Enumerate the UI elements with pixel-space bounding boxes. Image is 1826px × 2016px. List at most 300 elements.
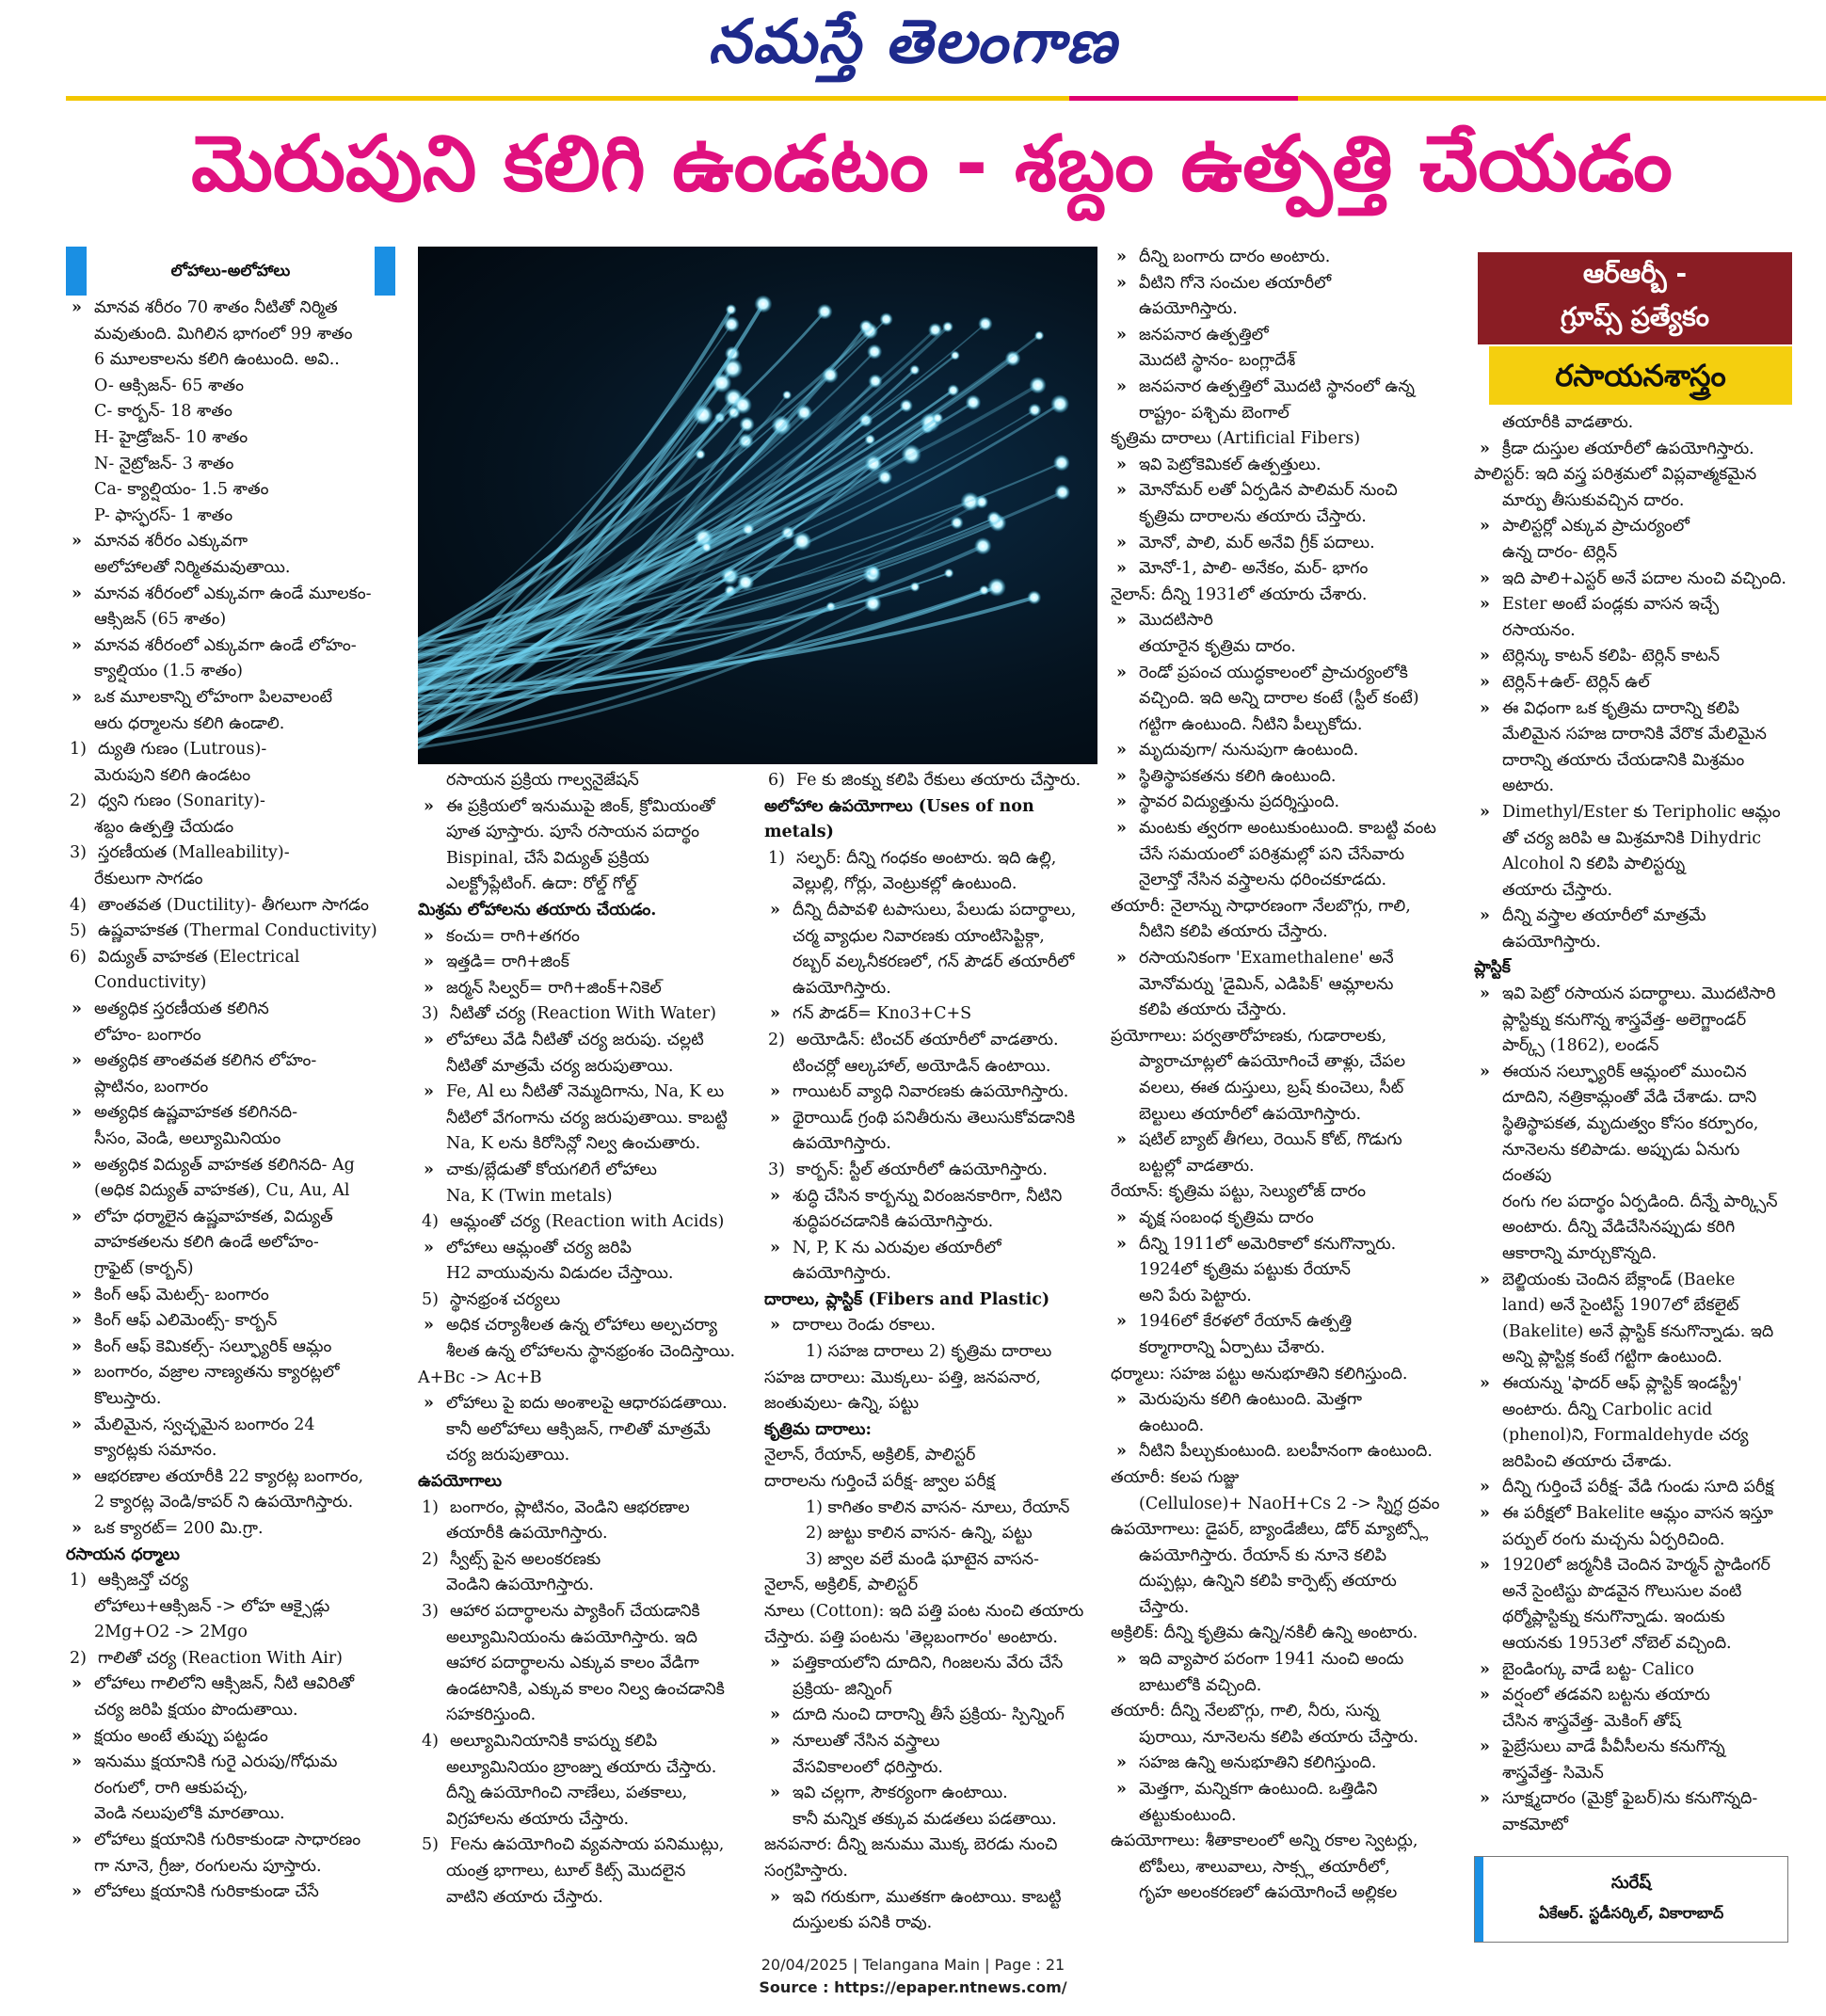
bullet-point: » అత్యధిక స్తరణీయత కలిగిన bbox=[66, 997, 395, 1023]
text-line: రేకులుగా సాగడం bbox=[94, 870, 203, 889]
point-text: స్థానభ్రంశ చర్యలు bbox=[450, 1289, 561, 1309]
text-line: శుద్ధిపరచడానికి ఉపయోగిస్తారు. bbox=[793, 1212, 994, 1232]
bullet-point: » జనపనార ఉత్పత్తిలో bbox=[1111, 323, 1459, 349]
bullet-point: » ఒక క్యారట్= 200 మి.గ్రా. bbox=[66, 1516, 395, 1543]
fiber-tip-glow bbox=[900, 399, 913, 412]
text-line: Conductivity) bbox=[94, 973, 207, 993]
point-text: స్తరణీయత (Malleability)- bbox=[98, 843, 290, 863]
fiber-tip-glow bbox=[1054, 485, 1070, 501]
fiber-strand bbox=[418, 310, 731, 708]
bullet-point: » నీటిని పీల్చుకుంటుంది. బలహీనంగా ఉంటుంది. bbox=[1111, 1439, 1459, 1465]
column-5 bbox=[1474, 410, 1794, 1839]
point-number: 4) bbox=[422, 1731, 439, 1751]
text-line: కృత్రిమ దారాలు (Artificial Fibers) bbox=[1111, 429, 1361, 449]
text-line: అనే సైంటిస్టు పొడవైన గొలుసుల వంటి bbox=[1502, 1581, 1742, 1601]
bullet-point: » మేలిమైన, స్వచ్ఛమైన బంగారం 24 bbox=[66, 1413, 395, 1439]
fiber-tip-glow bbox=[1027, 590, 1041, 604]
text-line: చర్య జరిపి క్షయం పొందుతాయి. bbox=[94, 1701, 298, 1720]
heading-decor-right bbox=[375, 247, 395, 296]
text-line: మోనోమర్ను 'డైమిన్, ఎడిపిక్' ఆమ్లాలను bbox=[1139, 974, 1394, 994]
text-line: Na, K (Twin metals) bbox=[446, 1186, 613, 1206]
text-line: నీటిలో వేగంగాను చర్య జరుపుతాయి. కాబట్టి bbox=[446, 1108, 728, 1128]
point-text: కార్బన్: స్టీల్ తయారీలో ఉపయోగిస్తారు. bbox=[796, 1160, 1048, 1179]
text-line: పాలిస్టర్: ఇది వస్త్ర పరిశ్రమలో విప్లవాత్మకమైన bbox=[1474, 465, 1757, 485]
bullet-point: » అత్యధిక తాంతవత కలిగిన లోహం- bbox=[66, 1048, 395, 1075]
bullet-point: » లోహాలు క్షయానికి గురికాకుండా చేసే bbox=[66, 1880, 395, 1906]
text-line: ఆహార పదార్థాలను ఎక్కువ కాలం వేడిగా bbox=[446, 1654, 699, 1673]
fiber-tip-glow bbox=[986, 511, 1001, 525]
bullet-point: » ఇనుము క్షయానికి గురై ఎరుపు/గోధుమ bbox=[66, 1750, 395, 1776]
point-text: బంగారం, ప్లాటినం, వెండిని ఆభరణాల bbox=[450, 1497, 690, 1517]
bullet-point: » ఫైబ్రేసులు వాడే పీవీసీలను కనుగొన్న bbox=[1474, 1735, 1794, 1761]
text-line: టించర్లో ఆల్కహాల్, అయోడిన్ ఉంటాయి. bbox=[793, 1056, 1051, 1076]
bullet-point: » మానవ శరీరం ఎక్కువగా bbox=[66, 529, 395, 555]
column-1-text bbox=[66, 296, 395, 1906]
point-text: ఆక్సిజన్తో చర్య bbox=[98, 1571, 188, 1591]
fiber-tip-glow bbox=[1029, 376, 1046, 393]
text-line: నూలు (Cotton): ఇది పత్తి పంట నుంచి తయారు bbox=[764, 1602, 1084, 1621]
text-line: అంటారు. దీన్ని వేడిచేసినప్పుడు కరిగి bbox=[1502, 1218, 1736, 1238]
text-line: నైలాన్, రేయాన్, అక్రిలిక్, పాలిస్టర్ bbox=[764, 1446, 976, 1465]
text-line: తయారీ: నైలాన్ను సాధారణంగా నేలబొగ్గు, గాలి, bbox=[1111, 896, 1411, 916]
text-line: గా నూనె, గ్రీజు, రంగులను పూస్తారు. bbox=[94, 1856, 322, 1876]
text-line: 2Mg+O2 -> 2Mgo bbox=[94, 1623, 248, 1642]
fiber-tip-glow bbox=[1028, 404, 1041, 417]
text-line: (అధిక విద్యుత్ వాహకత), Cu, Au, Al bbox=[94, 1181, 350, 1201]
bullet-point: » ఆభరణాల తయారీకి 22 క్యారట్ల బంగారం, bbox=[66, 1464, 395, 1491]
text-line: చేసిన శాస్త్రవేత్త- మెకింగ్ తోష్ bbox=[1502, 1711, 1681, 1731]
bullet-point: » మానవ శరీరం 70 శాతం నీటితో నిర్మిత bbox=[66, 296, 395, 322]
text-line: దూదిని, నత్రికామ్లంతో వేడి చేశాడు. దాని bbox=[1502, 1088, 1757, 1108]
fiber-tip-glow bbox=[796, 405, 812, 421]
text-line: ధర్మాలు: సహజ పట్టు అనుభూతిని కలిగిస్తుంది. bbox=[1111, 1364, 1408, 1384]
bullet-point: » లోహ ధర్మాలైన ఉష్ణవాహకత, విద్యుత్ bbox=[66, 1205, 395, 1231]
text-line: 6 మూలకాలను కలిగి ఉంటుంది. అవి.. bbox=[94, 350, 340, 370]
bullet-point: » పత్తికాయలోని దూదిని, గింజలను వేరు చేసే bbox=[764, 1651, 1097, 1677]
bullet-point: » షటిల్ బ్యాట్ తీగలు, రెయిన్ కోట్, గొడుగు bbox=[1111, 1128, 1459, 1154]
bullet-point: » వర్షంలో తడవని బట్టను తయారు bbox=[1474, 1683, 1794, 1709]
text-line: తయారీకి వాడతారు. bbox=[1502, 413, 1634, 432]
text-line: ఉన్న దారం- టెర్లిన్ bbox=[1502, 542, 1618, 562]
fiber-tip-glow bbox=[864, 434, 875, 445]
numbered-point bbox=[66, 840, 395, 867]
point-number: 4) bbox=[422, 1212, 439, 1232]
fiber-tip-glow bbox=[822, 367, 839, 384]
text-line: దారాన్ని తయారు చేయడానికి మిశ్రమం bbox=[1502, 750, 1745, 770]
fiber-tip-glow bbox=[739, 417, 754, 432]
fiber-tip-glow bbox=[1050, 394, 1069, 413]
bullet-point: » ఇది పాలి+ఎస్టర్ అనే పదాల నుంచి వచ్చింది. bbox=[1474, 567, 1794, 593]
column-3-text bbox=[764, 768, 1097, 1937]
text-line: 1924లో కృత్రిమ పట్టుకు రేయాన్ bbox=[1139, 1260, 1351, 1280]
text-line: తయారీ: దీన్ని నేలబొగ్గు, గాలి, నీరు, సున్న bbox=[1111, 1702, 1380, 1721]
text-line: అంటారు. దీన్ని Carbolic acid bbox=[1502, 1400, 1713, 1419]
point-text: అల్యూమినియానికి కాపర్ను కలిపి bbox=[450, 1731, 658, 1751]
text-line: సహకరిస్తుంది. bbox=[446, 1705, 537, 1725]
bullet-point: » అధిక చర్యాశీలత ఉన్న లోహాలు అల్పచర్యా bbox=[418, 1313, 755, 1339]
numbered-point bbox=[66, 1646, 395, 1672]
point-number: 3) bbox=[422, 1004, 439, 1024]
point-text: విద్యుత్ వాహకత (Electrical bbox=[98, 947, 300, 967]
text-line: జరిపించి తయారు చేశాడు. bbox=[1502, 1451, 1673, 1471]
exam-label-box bbox=[1478, 252, 1792, 344]
text-line: తయారైన కృత్రిమ దారం. bbox=[1139, 636, 1296, 656]
bullet-point: » దీన్ని దీపావళి టపాసులు, పేలుడు పదార్థాలు, bbox=[764, 898, 1097, 924]
author-box bbox=[1474, 1856, 1788, 1943]
numbered-point bbox=[418, 1599, 755, 1625]
text-line: 2 క్యారట్ల వెండి/కాపర్ ని ఉపయోగిస్తారు. bbox=[94, 1493, 354, 1512]
bullet-point: » ఈ పరీక్షలో Bakelite ఆమ్లం వాసన ఇస్తూ bbox=[1474, 1501, 1794, 1528]
bullet-point: » సూక్ష్మదారం (మైక్రో ఫైబర్)ను కనుగొన్నది- bbox=[1474, 1786, 1794, 1813]
fiber-tip-glow bbox=[910, 582, 921, 592]
text-line: శాస్త్రవేత్త- సిమెన్ bbox=[1502, 1763, 1604, 1783]
bullet-point: » మానవ శరీరంలో ఎక్కువగా ఉండే లోహం- bbox=[66, 633, 395, 660]
point-number: 1) bbox=[70, 1571, 87, 1591]
bullet-point: » మోనో-1, పాలి- అనేకం, మర్- భాగం bbox=[1111, 556, 1459, 583]
text-line: చేసే సమయంలో పరిశ్రమల్లో పని చేసేవారు bbox=[1139, 844, 1405, 864]
point-text: గాలితో చర్య (Reaction With Air) bbox=[98, 1648, 344, 1668]
text-line: అల్యూమినియంను ఉపయోగిస్తారు. ఇది bbox=[446, 1627, 697, 1647]
subheading: ఉపయోగాలు bbox=[418, 1472, 503, 1492]
fiber-tip-glow bbox=[712, 373, 731, 392]
numbered-point bbox=[66, 893, 395, 920]
text-line: ఉండటానికి, ఎక్కువ కాలం నిల్వ ఉంచడానికి bbox=[446, 1679, 725, 1699]
text-line: (Cellulose)+ NaoH+Cs 2 -> స్నిగ్ధ ద్రవం bbox=[1139, 1494, 1440, 1513]
bullet-point: » సహజ ఉన్ని అనుభూతిని కలిగిస్తుంది. bbox=[1111, 1751, 1459, 1777]
optical-fiber-photo bbox=[418, 247, 1097, 764]
numbered-point bbox=[764, 768, 1097, 794]
text-line: అని పేరు పెట్టారు. bbox=[1139, 1286, 1252, 1305]
text-line: తయారు చేస్తారు. bbox=[1502, 880, 1613, 900]
text-line: O- ఆక్సిజన్- 65 శాతం bbox=[94, 376, 244, 395]
text-line: తో చర్య జరిపి ఆ మిశ్రమానికి Dihydric bbox=[1502, 828, 1762, 848]
bullet-point: » లోహాలు క్షయానికి గురికాకుండా సాధారణం bbox=[66, 1828, 395, 1854]
text-line: ఉపయోగాలు: శీతాకాలంలో అన్ని రకాల స్వెటర్లు, bbox=[1111, 1832, 1418, 1851]
text-line: గ్రాఫైట్ (కార్బన్) bbox=[94, 1258, 194, 1278]
text-line: ఉపయోగిస్తారు. bbox=[1139, 299, 1238, 319]
bullet-point: » రసాయనికంగా 'Examethalene' అనే bbox=[1111, 946, 1459, 972]
text-line: A+Bc -> Ac+B bbox=[418, 1368, 542, 1387]
bullet-point: » మంటకు త్వరగా అంటుకుంటుంది. కాబట్టి వంట bbox=[1111, 816, 1459, 842]
text-line: వేసవికాలంలో ధరిస్తారు. bbox=[793, 1757, 943, 1777]
footer-date-line: 20/04/2025 | Telangana Main | Page : 21 bbox=[761, 1956, 1065, 1974]
text-line: ఉపయోగిస్తారు. bbox=[793, 1264, 891, 1284]
column-2 bbox=[418, 768, 755, 1911]
text-line: అలోహాలతో నిర్మితమవుతాయి. bbox=[94, 557, 291, 577]
numbered-point bbox=[418, 1209, 755, 1236]
bullet-point: » క్షయం అంటే తుప్పు పట్టడం bbox=[66, 1724, 395, 1751]
bullet-point: » చాకు/బ్లేడుతో కోయగలిగే లోహాలు bbox=[418, 1158, 755, 1184]
text-line: దీన్ని ఉపయోగించి నాణేలు, పతకాలు, bbox=[446, 1784, 688, 1803]
numbered-point bbox=[66, 945, 395, 971]
bullet-point: » టెర్లిన్కు కాటన్ కలిపి- టెర్లిన్ కాటన్ bbox=[1474, 644, 1794, 670]
text-line: జనపనార: దీన్ని జనుము మొక్క బెరడు నుంచి bbox=[764, 1835, 1058, 1855]
text-line: పర్పుల్ రంగు మచ్చను ఏర్పరిచింది. bbox=[1502, 1529, 1725, 1549]
bullet-point: » దీన్ని గుర్తించే పరీక్ష- వేడి గుండు సూది పరీక్ష bbox=[1474, 1475, 1794, 1501]
bullet-point: » రెండో ప్రపంచ యుద్ధకాలంలో ప్రాచుర్యంలోకి bbox=[1111, 661, 1459, 687]
bullet-point: » కింగ్ ఆఫ్ కెమికల్స్- సల్ఫ్యూరిక్ ఆమ్లం bbox=[66, 1335, 395, 1361]
text-line: H- హైడ్రోజన్- 10 శాతం bbox=[94, 427, 248, 447]
point-number: 2) bbox=[70, 792, 87, 811]
text-line: రబ్బర్ వల్కనీకరణలో, గన్ పౌడర్ తయారీలో bbox=[793, 952, 1075, 972]
bullet-point: » 1946లో కేరళలో రేయాన్ ఉత్పత్తి bbox=[1111, 1309, 1459, 1336]
text-line: రాష్ట్రం- పశ్చిమ బెంగాల్ bbox=[1139, 403, 1289, 423]
text-line: కొలుస్తారు. bbox=[94, 1388, 162, 1408]
text-line: వచ్చింది. ఇది అన్ని దారాల కంటే (స్టీల్ కంటే) bbox=[1139, 689, 1419, 709]
fiber-tip-glow bbox=[909, 364, 920, 375]
text-line: లోహం- బంగారం bbox=[94, 1025, 201, 1045]
subheading: ప్లాస్టిక్ bbox=[1474, 958, 1511, 978]
point-text: Feను ఉపయోగించి వ్యవసాయ పనిముట్లు, bbox=[450, 1835, 725, 1855]
column-3 bbox=[764, 768, 1097, 1937]
point-number: 4) bbox=[70, 895, 87, 915]
bullet-point: » వృక్ష సంబంధ కృత్రిమ దారం bbox=[1111, 1206, 1459, 1232]
text-line: అక్రిలిక్: దీన్ని కృత్రిమ ఉన్ని/నకిలీ ఉన్ని అంటారు. bbox=[1111, 1624, 1418, 1643]
text-line: విగ్రహాలను తయారు చేస్తారు. bbox=[446, 1809, 630, 1829]
subheading: కృత్రిమ దారాలు: bbox=[764, 1419, 872, 1439]
bullet-point: » కింగ్ ఆఫ్ మెటల్స్- బంగారం bbox=[66, 1283, 395, 1309]
text-line: దుప్పట్లు, ఉన్నిని కలిపి కార్పెట్స్ తయారు bbox=[1139, 1572, 1397, 1592]
text-line: తయారీ: కలప గుజ్జు bbox=[1111, 1467, 1240, 1487]
text-line: వెండి నలుపులోకి మారతాయి. bbox=[94, 1804, 285, 1824]
fiber-tip-glow bbox=[754, 295, 772, 312]
masthead-rule bbox=[66, 96, 1826, 101]
text-line: ఉపయోగిస్తారు. bbox=[793, 978, 891, 998]
bullet-point: » ఈయన్ను 'ఫాదర్ ఆఫ్ ప్లాస్టిక్ ఇండస్ట్రీ' bbox=[1474, 1371, 1794, 1398]
text-line: ప్రయోగాలు: పర్వతారోహణకు, గుడారాలకు, bbox=[1111, 1026, 1387, 1046]
bullet-point: » పాలిస్టర్లో ఎక్కువ ప్రాచుర్యంలో bbox=[1474, 514, 1794, 540]
bullet-point: » Ester అంటే పండ్లకు వాసన ఇచ్చే bbox=[1474, 592, 1794, 618]
point-text: ఆమ్లంతో చర్య (Reaction with Acids) bbox=[450, 1212, 725, 1232]
text-line: ప్లాస్టిక్ను కనుగొన్న శాస్త్రవేత్త- అలెగ్జాండర్ bbox=[1502, 1010, 1747, 1030]
fiber-tip-glow bbox=[867, 344, 882, 360]
fiber-tip-glow bbox=[868, 374, 882, 388]
text-line: పార్క్స్ (1862), లండన్ bbox=[1502, 1036, 1659, 1056]
text-line: బెల్టులు తయారీలో ఉపయోగిస్తారు. bbox=[1139, 1104, 1362, 1124]
bullet-point: » ఇత్తడి= రాగి+జింక్ bbox=[418, 950, 755, 976]
fiber-tip-glow bbox=[817, 304, 833, 320]
exam-label-line1: ఆర్ఆర్బీ - bbox=[1582, 258, 1688, 289]
text-line: 1) కాగితం కాలిన వాసన- నూలు, రేయాన్ bbox=[806, 1497, 1070, 1517]
bullet-point: » ఇవి గరుకుగా, ముతకగా ఉంటాయి. కాబట్టి bbox=[764, 1885, 1097, 1912]
numbered-point bbox=[418, 1832, 755, 1859]
text-line: గృహ అలంకరణలో ఉపయోగించే అల్లికల bbox=[1139, 1883, 1398, 1903]
fiber-tip-glow bbox=[1053, 455, 1070, 472]
bullet-point: » N, P, K ను ఎరువుల తయారీలో bbox=[764, 1236, 1097, 1262]
bullet-point: » ఈ ప్రక్రియలో ఇనుముపై జింక్, క్రోమియంతో bbox=[418, 794, 755, 821]
text-line: మెరుపుని కలిగి ఉండటం bbox=[94, 765, 251, 785]
subheading: మిశ్రమ లోహాలను తయారు చేయడం. bbox=[418, 900, 657, 920]
fiber-tip-glow bbox=[859, 320, 873, 334]
bullet-point: » లోహాలు గాలిలోని ఆక్సిజన్, నీటి ఆవిరితో bbox=[66, 1672, 395, 1698]
text-line: కానీ అలోహాలు ఆక్సిజన్, గాలితో మాత్రమే bbox=[446, 1419, 711, 1439]
text-line: ఉంటుంది. bbox=[1139, 1416, 1205, 1435]
point-number: 1) bbox=[422, 1497, 439, 1517]
numbered-point bbox=[66, 737, 395, 763]
fiber-tip-glow bbox=[1034, 330, 1044, 340]
section-heading: లోహాలు-అలోహాలు bbox=[170, 262, 291, 280]
bullet-point: » గాయిటర్ వ్యాధి నివారణకు ఉపయోగిస్తారు. bbox=[764, 1080, 1097, 1106]
text-line: అన్ని ప్లాస్టిక్ల కంటే గట్టిగా ఉంటుంది. bbox=[1502, 1348, 1722, 1368]
fiber-tip-glow bbox=[974, 537, 992, 555]
bullet-point: » మోనో, పాలి, మర్ అనేవి గ్రీక్ పదాలు. bbox=[1111, 531, 1459, 557]
bullet-point: » Fe, Al లు నీటితో నెమ్మదిగాను, Na, K లు bbox=[418, 1080, 755, 1106]
text-line: తయారీకి ఉపయోగిస్తారు. bbox=[446, 1524, 608, 1544]
bullet-point: » దీన్ని 1911లో అమెరికాలో కనుగొన్నారు. bbox=[1111, 1232, 1459, 1258]
text-line: శబ్దం ఉత్పత్తి చేయడం bbox=[94, 817, 234, 837]
text-line: కలిపి తయారు చేస్తారు. bbox=[1139, 1000, 1288, 1020]
text-line: ఉపయోగిస్తారు. bbox=[1502, 932, 1601, 952]
bullet-point: » ఇది వ్యాపార పరంగా 1941 నుంచి అందు bbox=[1111, 1647, 1459, 1673]
bullet-point: » నూలుతో నేసిన వస్త్రాలు bbox=[764, 1729, 1097, 1755]
bullet-point: » స్థావర విద్యుత్తును ప్రదర్శిస్తుంది. bbox=[1111, 790, 1459, 816]
text-line: టోపీలు, శాలువాలు, సాక్స్ల తయారీలో, bbox=[1139, 1857, 1390, 1877]
bullet-point: » 1920లో జర్మనీకి చెందిన హెర్మన్ స్టాడింగర్ bbox=[1474, 1553, 1794, 1579]
bullet-point: » మానవ శరీరంలో ఎక్కువగా ఉండే మూలకం- bbox=[66, 582, 395, 608]
subheading: దారాలు, ప్లాస్టిక్ (Fibers and Plastic) bbox=[764, 1289, 1050, 1309]
text-line: రంగులో, రాగి ఆకుపచ్చ, bbox=[94, 1778, 248, 1798]
text-line: రసాయనం. bbox=[1502, 620, 1576, 640]
bullet-point: » లోహాలు ఆమ్లంతో చర్య జరిపి bbox=[418, 1236, 755, 1262]
fiber-tip-glow bbox=[726, 304, 737, 315]
footer-source-line: Source : https://epaper.ntnews.com/ bbox=[759, 1978, 1067, 1996]
optical-fiber-image bbox=[418, 247, 1097, 764]
numbered-point bbox=[418, 1001, 755, 1028]
point-number: 5) bbox=[422, 1835, 439, 1855]
point-text: తాంతవత (Ductility)- తీగలుగా సాగడం bbox=[98, 895, 369, 915]
fiber-tip-glow bbox=[724, 316, 740, 332]
fiber-tip-glow bbox=[701, 542, 712, 552]
bullet-point: » మోనోమర్ లతో ఏర్పడిన పాలిమర్ నుంచి bbox=[1111, 478, 1459, 504]
numbered-point bbox=[764, 846, 1097, 872]
fiber-tip-glow bbox=[880, 312, 893, 326]
point-number: 2) bbox=[422, 1549, 439, 1569]
text-line: శీలత ఉన్న లోహాలను స్థానభ్రంశం చెందిస్తాయి. bbox=[446, 1342, 736, 1362]
text-line: సీసం, వెండి, అల్యూమినియం bbox=[94, 1129, 281, 1148]
fiber-tip-glow bbox=[978, 316, 992, 330]
exam-label-line2: గ్రూప్స్ ప్రత్యేకం bbox=[1560, 301, 1709, 332]
text-line: ఉపయోగిస్తారు. bbox=[793, 1134, 891, 1154]
bullet-point: » బంగారం, వజ్రాల నాణ్యతను క్యారట్లలో bbox=[66, 1360, 395, 1386]
numbered-point bbox=[66, 919, 395, 945]
text-line: తట్టుకుంటుంది. bbox=[1139, 1805, 1237, 1825]
bullet-point: » Dimethyl/Ester కు Teripholic ఆమ్లం bbox=[1474, 800, 1794, 826]
fiber-tip-glow bbox=[733, 395, 752, 414]
bullet-point: » దీన్ని బంగారు దారం అంటారు. bbox=[1111, 245, 1459, 271]
bullet-point: » క్రీడా దుస్తుల తయారీలో ఉపయోగిస్తారు. bbox=[1474, 437, 1794, 463]
text-line: ఆరు ధర్మాలను కలిగి ఉండాలి. bbox=[94, 713, 285, 733]
text-line: 1) సహజ దారాలు 2) కృత్రిమ దారాలు bbox=[806, 1342, 1052, 1362]
column-4-text bbox=[1111, 245, 1459, 1907]
bullet-point: » మృదువుగా/ నునుపుగా ఉంటుంది. bbox=[1111, 738, 1459, 764]
numbered-point bbox=[418, 1729, 755, 1755]
bullet-point: » అత్యధిక విద్యుత్ వాహకత కలిగినది- Ag bbox=[66, 1153, 395, 1179]
section-heading-box bbox=[66, 247, 395, 296]
text-line: వాటిని తయారు చేస్తారు. bbox=[446, 1887, 603, 1907]
subheading: రసాయన ధర్మాలు bbox=[66, 1544, 180, 1564]
fiber-tip-glow bbox=[868, 566, 880, 578]
bullet-point: » దారాలు రెండు రకాలు. bbox=[764, 1313, 1097, 1339]
numbered-point bbox=[764, 1158, 1097, 1184]
text-line: జంతువులు- ఉన్ని, పట్టు bbox=[764, 1394, 920, 1414]
headline: మెరుపుని కలిగి ఉండటం - శబ్దం ఉత్పత్తి చేయడం bbox=[191, 120, 1673, 209]
numbered-point bbox=[418, 1496, 755, 1522]
subheading: అలోహాల ఉపయోగాలు (Uses of non metals) bbox=[764, 796, 1034, 842]
text-line: థర్మోప్లాస్టిక్ను కనుగొన్నాడు. ఇందుకు bbox=[1502, 1608, 1725, 1627]
point-number: 1) bbox=[768, 848, 785, 868]
column-2-text bbox=[418, 768, 755, 1911]
bullet-point: » ఈ విధంగా ఒక కృత్రిమ దారాన్ని కలిపి bbox=[1474, 696, 1794, 723]
text-line: Na, K లను కిరోసిన్లో నిల్వ ఉంచుతారు. bbox=[446, 1134, 701, 1154]
text-line: Alcohol ని కలిపి పాలిస్టర్ను bbox=[1502, 855, 1686, 874]
fiber-strand bbox=[418, 375, 830, 731]
text-line: క్యారట్లకు సమానం. bbox=[94, 1441, 217, 1461]
text-line: బట్టల్లో వాడతారు. bbox=[1139, 1156, 1255, 1176]
point-number: 6) bbox=[768, 771, 785, 790]
text-line: దుస్తులకు పనికి రావు. bbox=[793, 1913, 933, 1933]
bullet-point: » మొదటిసారి bbox=[1111, 608, 1459, 634]
fiber-tip-glow bbox=[966, 394, 982, 410]
text-line: C- కార్బన్- 18 శాతం bbox=[94, 402, 232, 422]
bullet-point: » బెల్జియంకు చెందిన బేక్లాండ్ (Baeke bbox=[1474, 1268, 1794, 1294]
bullet-point: » ఇవి పెట్రోకెమికల్ ఉత్పత్తులు. bbox=[1111, 453, 1459, 479]
bullet-point: » దూది నుంచి దారాన్ని తీసే ప్రక్రియ- స్పిన్నింగ్ bbox=[764, 1703, 1097, 1729]
text-line: వెండిని ఉపయోగిస్తారు. bbox=[446, 1576, 594, 1595]
text-line: ఆకారాన్ని మార్చుకొన్నది. bbox=[1502, 1244, 1658, 1263]
numbered-point bbox=[764, 1028, 1097, 1054]
column-4 bbox=[1111, 245, 1459, 1907]
author-institute: ఏకేఆర్. స్టడీసర్కిల్, వికారాబాద్ bbox=[1538, 1904, 1724, 1922]
text-line: గట్టిగా ఉంటుంది. నీటిని పీల్చుకోదు. bbox=[1139, 714, 1363, 734]
bullet-point: » టెర్లిన్+ఉల్- టెర్లిన్ ఉల్ bbox=[1474, 670, 1794, 696]
point-text: అయోడిన్: టించర్ తయారీలో వాడతారు. bbox=[796, 1030, 1059, 1049]
bullet-point: » స్థితిస్థాపకతను కలిగి ఉంటుంది. bbox=[1111, 764, 1459, 791]
bullet-point: » ఇవి చల్లగా, సౌకర్యంగా ఉంటాయి. bbox=[764, 1781, 1097, 1807]
text-line: మార్పు తీసుకువచ్చిన దారం. bbox=[1502, 490, 1685, 510]
point-text: ఉష్ణవాహకత (Thermal Conductivity) bbox=[98, 921, 377, 941]
point-text: ధ్వని గుణం (Sonarity)- bbox=[98, 792, 265, 811]
numbered-point bbox=[418, 1288, 755, 1314]
text-line: మొదటి స్థానం- బంగ్లాదేశ్ bbox=[1139, 351, 1296, 371]
bullet-point: » లోహాలు పై ఐదు అంశాలపై ఆధారపడతాయి. bbox=[418, 1391, 755, 1417]
fiber-tip-glow bbox=[942, 321, 953, 332]
author-name: సురేష్ bbox=[1610, 1873, 1652, 1893]
text-line: పూత పూస్తారు. పూసే రసాయన పదార్థం bbox=[446, 823, 700, 842]
fiber-tip-glow bbox=[979, 585, 989, 596]
text-line: నీటిని కలిపి తయారు చేస్తారు. bbox=[1139, 922, 1328, 942]
point-text: సల్ఫర్: దీన్ని గంధకం అంటారు. ఇది ఉల్లి, bbox=[796, 848, 1057, 868]
text-line: ఉపయోగాలు: డైపర్, బ్యాండేజీలు, డోర్ మ్యాట్స్లో bbox=[1111, 1520, 1429, 1540]
text-line: వాహకతలను కలిగి ఉండే అలోహం- bbox=[94, 1233, 319, 1253]
text-line: వలలు, ఈత దుస్తులు, బ్రష్ కుంచెలు, సీట్ bbox=[1139, 1079, 1404, 1097]
text-line: ఎలక్ట్రోప్లేటింగ్. ఉదా: రోల్డ్ గోల్డ్ bbox=[446, 874, 637, 894]
text-line: దారాలను గుర్తించే పరీక్ష- జ్వాల పరీక్ష bbox=[764, 1472, 995, 1492]
point-text: నీటితో చర్య (Reaction With Water) bbox=[450, 1004, 716, 1024]
numbered-point bbox=[66, 1568, 395, 1594]
point-number: 3) bbox=[768, 1160, 785, 1179]
text-line: P- ఫాస్ఫరస్- 1 శాతం bbox=[94, 505, 233, 525]
text-line: నైలాన్: దీన్ని 1931లో తయారు చేశారు. bbox=[1111, 584, 1368, 604]
subject-label: రసాయనశాస్త్రం bbox=[1489, 346, 1792, 405]
text-line: బాటులోకి వచ్చింది. bbox=[1139, 1675, 1262, 1695]
column-5-text bbox=[1474, 410, 1794, 1839]
text-line: రసాయన ప్రక్రియ గాల్వనైజేషన్ bbox=[446, 771, 639, 790]
text-line: నైలాన్తో నేసిన వస్త్రాలను ధరించకూడదు. bbox=[1139, 871, 1387, 890]
text-line: (phenol)ని, Formaldehyde చర్య bbox=[1502, 1426, 1749, 1446]
bullet-point: » బైండింగ్కు వాడే బట్ట- Calico bbox=[1474, 1657, 1794, 1684]
text-line: కర్మాగారాన్ని ఏర్పాటు చేశారు. bbox=[1139, 1337, 1325, 1357]
bullet-point: » గన్ పౌడర్= Kno3+C+S bbox=[764, 1001, 1097, 1028]
